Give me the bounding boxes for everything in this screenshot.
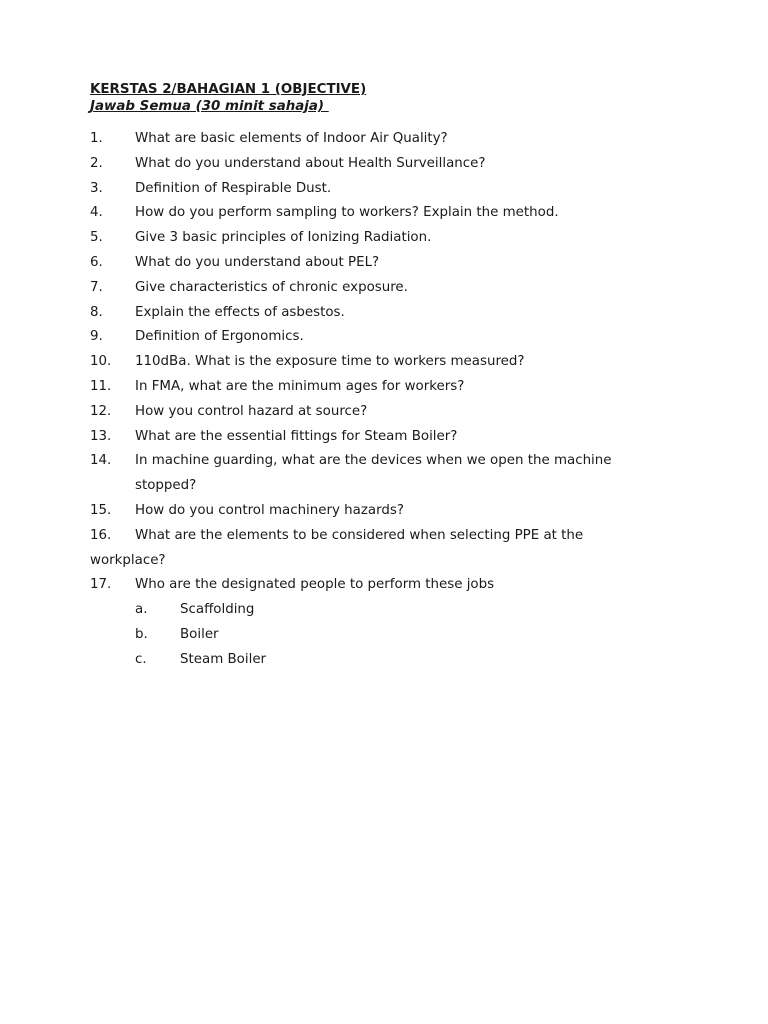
- question-text-continuation: stopped?: [135, 478, 197, 494]
- question-item: [90, 499, 690, 524]
- sub-item-letter: c.: [135, 651, 147, 667]
- question-text: 110dBa. What is the exposure time to workers measured?: [135, 354, 525, 370]
- question-text: Explain the effects of asbestos.: [135, 304, 345, 320]
- question-number: 17.: [90, 577, 112, 593]
- question-text: Who are the designated people to perform these jobs: [135, 577, 495, 593]
- question-number: 10.: [90, 354, 112, 370]
- question-item: [90, 152, 690, 177]
- question-item: [90, 524, 690, 549]
- question-item: [90, 375, 690, 400]
- question-text: What are basic elements of Indoor Air Quality?: [135, 131, 448, 146]
- question-text: What are the essential fittings for Steam Boiler?: [135, 428, 458, 444]
- question-number: 14.: [90, 453, 112, 469]
- paper-title: KERSTAS 2/BAHAGIAN 1 (OBJECTIVE): [90, 82, 367, 97]
- question-text: Give 3 basic principles of Ionizing Radiation.: [135, 230, 432, 246]
- question-item: [90, 251, 690, 276]
- question-number: 12.: [90, 403, 112, 419]
- question-number: 1.: [90, 131, 103, 146]
- question-number: 9.: [90, 329, 103, 345]
- question-text: What do you understand about Health Surveillance?: [135, 155, 486, 171]
- question-item: [90, 325, 690, 350]
- sub-item: [90, 648, 690, 673]
- sub-item-text: Boiler: [180, 626, 219, 642]
- question-number: 6.: [90, 254, 103, 270]
- question-item: [90, 400, 690, 425]
- question-number: 2.: [90, 155, 103, 171]
- question-text-continuation: workplace?: [90, 552, 166, 568]
- question-item: [90, 425, 690, 450]
- question-text: Definition of Respirable Dust.: [135, 180, 332, 196]
- question-item: [90, 301, 690, 326]
- sub-item: [90, 598, 690, 623]
- question-item: [90, 177, 690, 202]
- question-number: 5.: [90, 230, 103, 246]
- question-item: [90, 226, 690, 251]
- question-number: 11.: [90, 378, 112, 394]
- header: [90, 81, 366, 115]
- question-list: [90, 127, 690, 673]
- question-item: [90, 573, 690, 598]
- question-text: In FMA, what are the minimum ages for workers?: [135, 378, 465, 394]
- question-number: 8.: [90, 304, 103, 320]
- question-number: 13.: [90, 428, 112, 444]
- question-text: In machine guarding, what are the devices when we open the machine: [135, 453, 612, 469]
- sub-item-letter: a.: [135, 602, 148, 618]
- question-item: [90, 350, 690, 375]
- question-number: 16.: [90, 527, 112, 543]
- question-number: 4.: [90, 205, 103, 221]
- question-text: Give characteristics of chronic exposure.: [135, 279, 408, 295]
- question-text: How you control hazard at source?: [135, 403, 368, 419]
- question-text: What are the elements to be considered when selecting PPE at the: [135, 527, 584, 543]
- question-number: 3.: [90, 180, 103, 196]
- question-text: How do you control machinery hazards?: [135, 502, 404, 518]
- question-text: What do you understand about PEL?: [135, 254, 380, 270]
- question-number: 15.: [90, 502, 112, 518]
- question-item: [90, 449, 690, 474]
- question-text: How do you perform sampling to workers? Explain the method.: [135, 205, 559, 221]
- question-item: [90, 201, 690, 226]
- question-number: 7.: [90, 279, 103, 295]
- question-item: [90, 276, 690, 301]
- sub-item-text: Scaffolding: [180, 602, 255, 618]
- question-text: Definition of Ergonomics.: [135, 329, 304, 345]
- sub-item: [90, 623, 690, 648]
- sub-item-letter: b.: [135, 626, 148, 642]
- paper-instruction: Jawab Semua (30 minit sahaja): [90, 99, 329, 114]
- sub-item-text: Steam Boiler: [180, 651, 267, 667]
- question-item: [90, 127, 690, 152]
